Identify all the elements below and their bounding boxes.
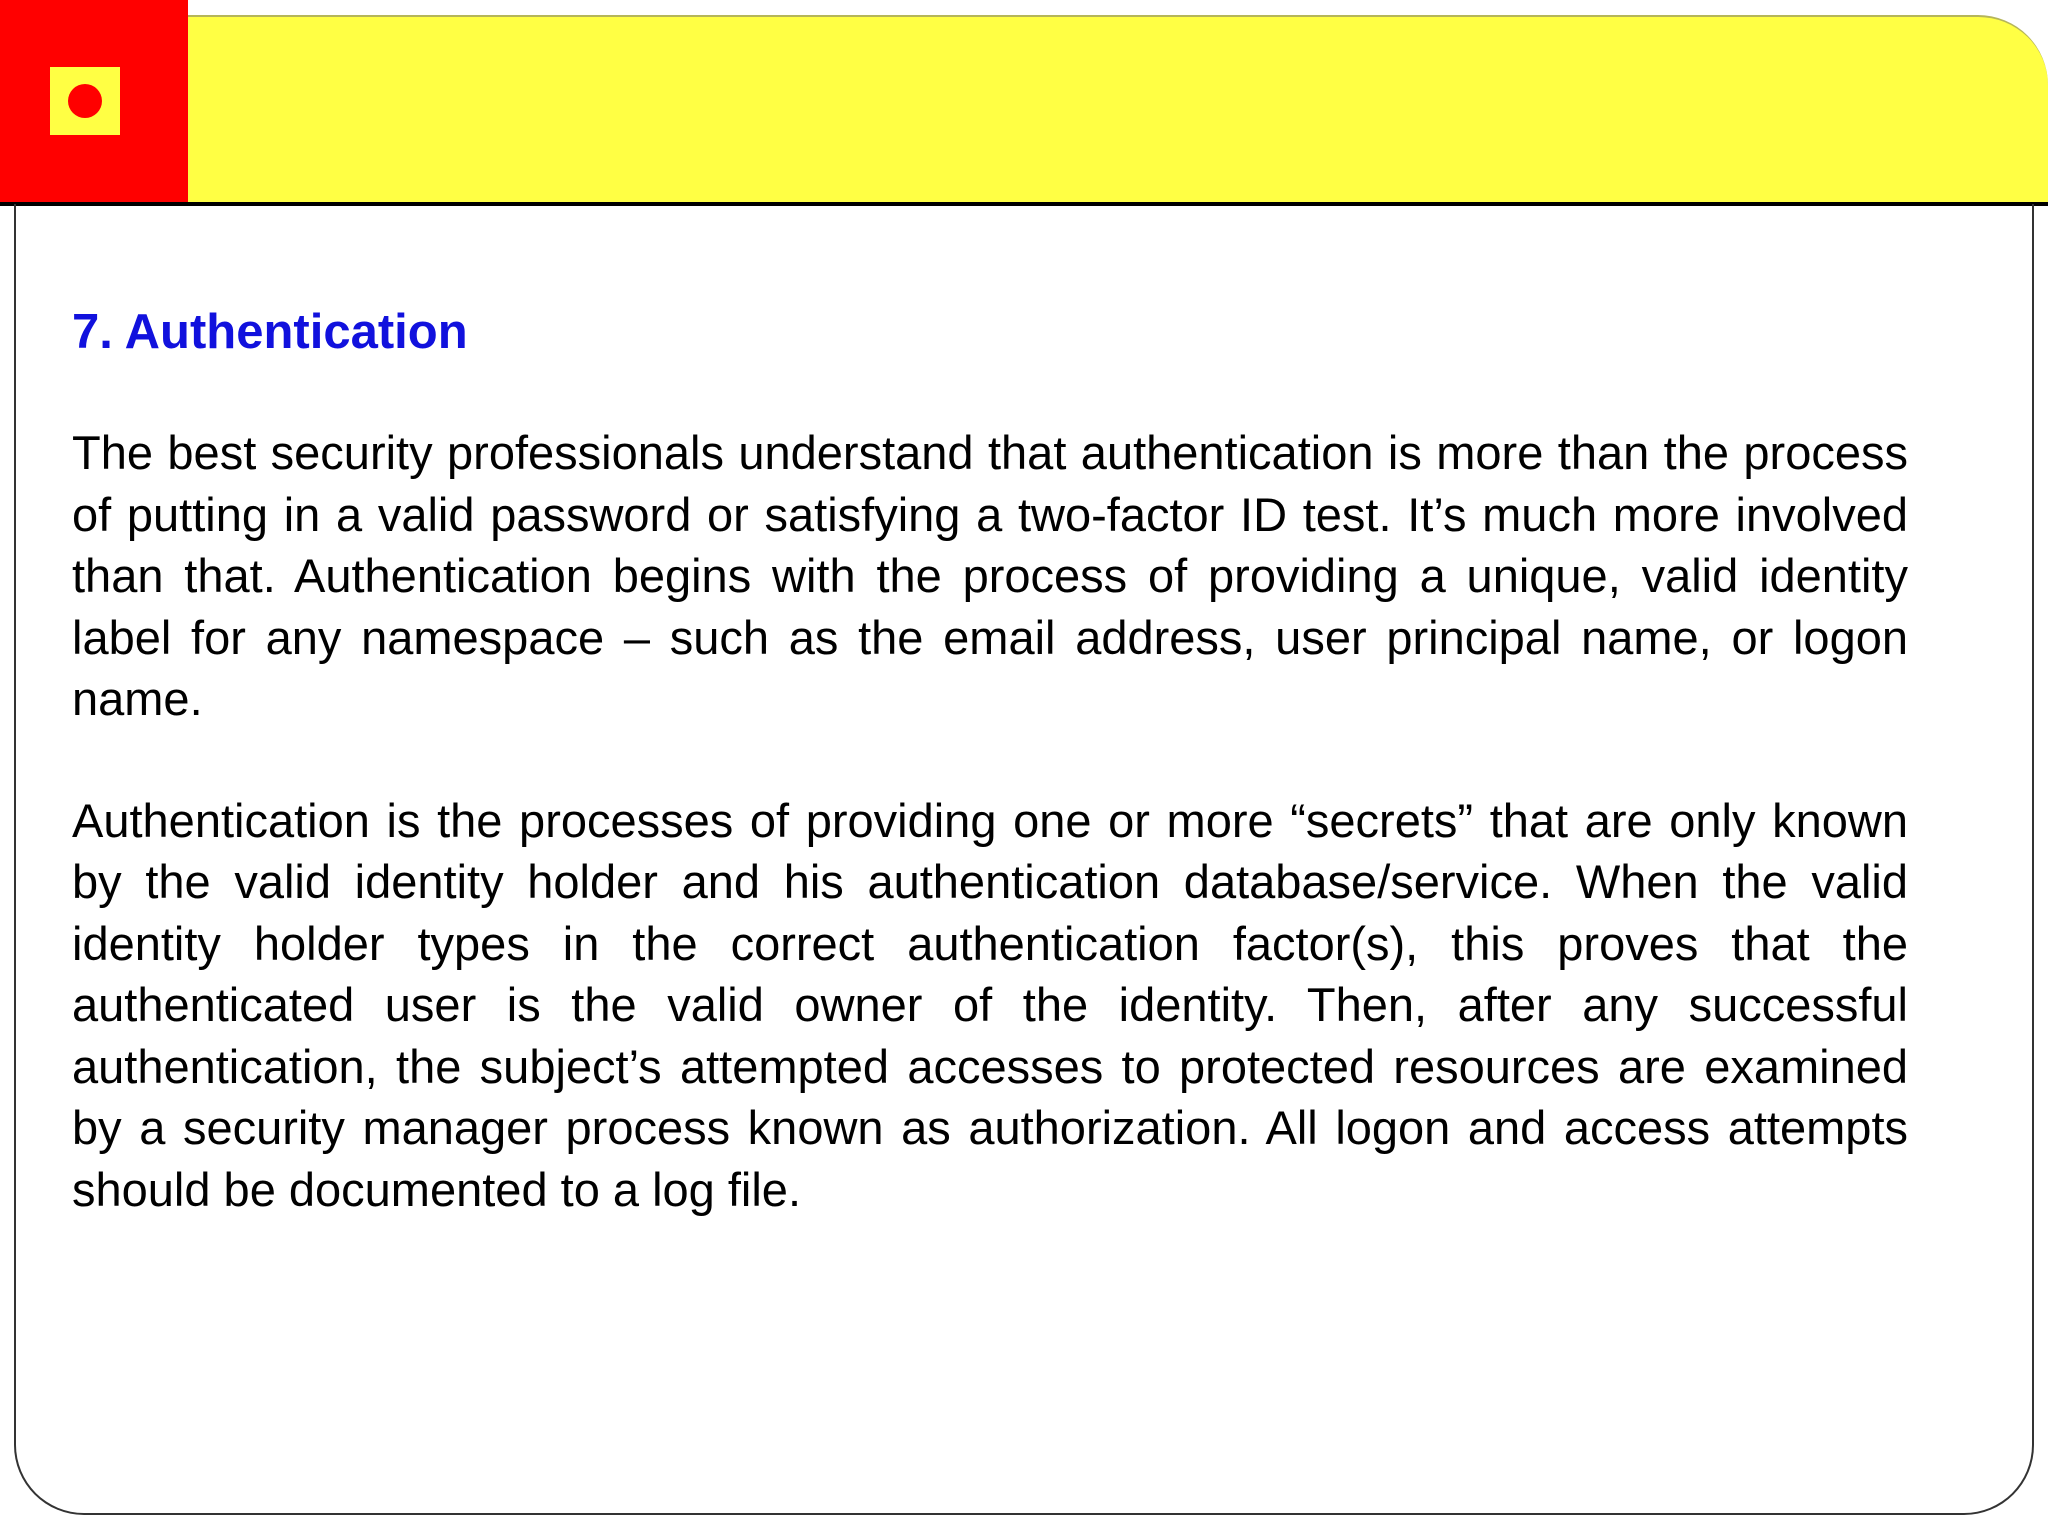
- body-paragraph-2: Authentication is the processes of providing one or more “secrets” that are only known by the valid identity holder and his authentication database/service. When the valid identity holder types in the correct authentication factor(s), this proves that the authenticated user is the valid owner of the identity. Then, after any successful authentication, the subject’s attempted accesses to protected resources are examined by a security manager process known as authorization. All logon and access attempts should be documented to a log file.: [72, 793, 1908, 1216]
- yellow-square-red-dot-icon: [50, 67, 120, 135]
- slide-content: [72, 300, 1908, 1220]
- corner-red-block: [0, 0, 188, 203]
- section-heading: 7. Authentication: [72, 305, 468, 359]
- header-title-band: [188, 15, 2048, 203]
- red-dot: [68, 84, 102, 118]
- body-paragraph-1: The best security professionals understand that authentication is more than the process of putting in a valid password or satisfying a two-factor ID test. It’s much more involved than that. Authentication begins with the process of providing a unique, valid identity label for any namespace – such as the email address, user principal name, or logon name.: [72, 426, 1908, 725]
